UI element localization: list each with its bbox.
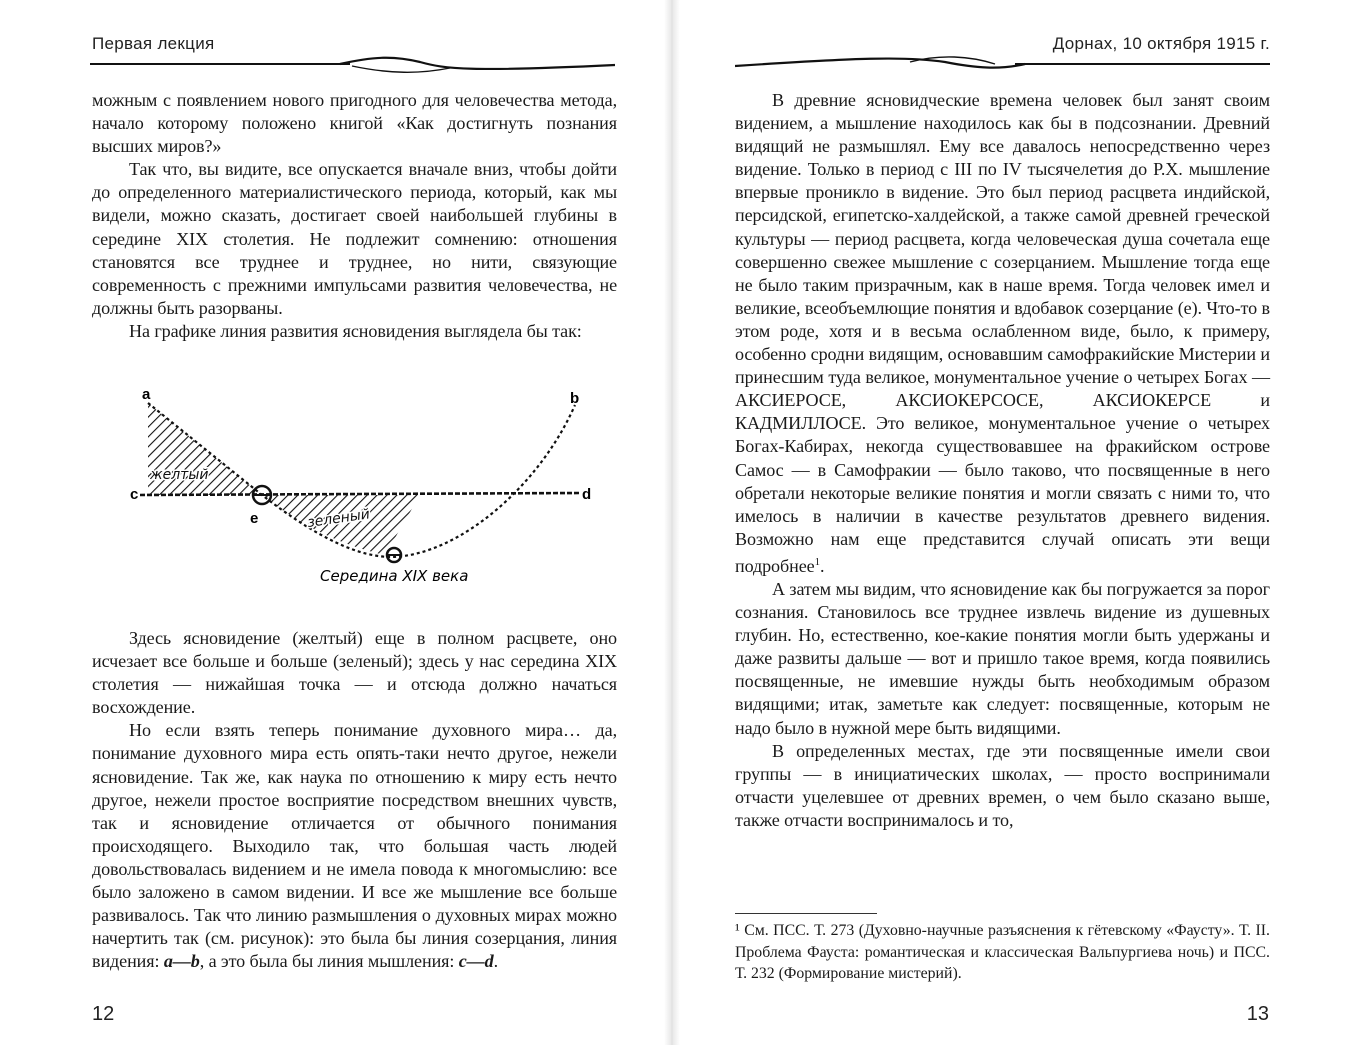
footnote-text: ¹ См. ПСС. Т. 273 (Духовно-научные разъяснения к гётевскому «Фаусту». Т. II. Проблема Фауста: романтическая и классическая Вальпургиева ночь) и ПСС. Т. 232 (Формирование мистерий). [735, 922, 1270, 982]
paragraph-text: Но если взять теперь понимание духовного мира… да, понимание духовного мира есть опять-таки нечто другое, нежели ясновидение. Так же, как наука по отношению к миру есть нечто другое, нежели простое восприятие посредством внешних чувств, так и ясновидение отличается от обычного понимания происходящего. Выходило так, что большая часть людей довольствовалась видением и не имела повода к многомыслию: все было заложено в самом видении. И все же мышление все больше развивалось. Так что линию размышления о духовных мирах можно начертить так (см. рисунок): это была бы линия созерцания, линия видения: [92, 720, 617, 972]
label-yellow: желтый [150, 467, 209, 483]
line-cd-ref: c—d [458, 951, 494, 972]
left-page [0, 0, 668, 1045]
label-green: зеленый [306, 506, 371, 531]
paragraph-text: , а это была бы линия мышления: [199, 951, 455, 972]
label-d: d [582, 486, 592, 503]
paragraph: На графике линия развития ясновидения выглядела бы так: [129, 320, 582, 341]
left-text-bottom [92, 627, 617, 973]
header-ornament-right [735, 52, 1270, 78]
paragraph [735, 89, 1270, 578]
label-c: c [130, 486, 139, 503]
label-e: e [250, 510, 259, 527]
label-b: b [570, 390, 580, 407]
right-text [735, 89, 1270, 832]
paragraph: можным с появлением нового пригодного для человечества метода, начало которому положено книгой «Как достигнуть познания высших миров?» [92, 90, 617, 157]
header-ornament-left [90, 52, 615, 78]
label-a: a [142, 386, 151, 403]
paragraph: В определенных местах, где эти посвященные имели свои группы — в инициатических школах, — просто воспринимали отчасти уцелевшее от древних времен, о чем было сказано выше, также отчасти воспринималось и то, [735, 740, 1270, 830]
running-head-right: Дорнах, 10 октября 1915 г. [1052, 34, 1270, 53]
page-number-left: 12 [92, 1003, 115, 1025]
right-page [680, 0, 1347, 1045]
paragraph: А затем мы видим, что ясновидение как бы погружается за порог сознания. Становилось все труднее извлечь видение из душевных глубин. Но, естественно, кое-какие понятия могли быть удержаны и даже развиты дальше — вот и пришло такое время, когда появились посвященные, не имевшие нужды быть необходимым образом видящими; итак, заметьте как следует: посвященные, которым не надо было в нужной мере быть видящими. [735, 579, 1270, 738]
running-head-left: Первая лекция [92, 34, 215, 53]
paragraph: Так что, вы видите, все опускается вначале вниз, чтобы дойти до определенного материалистического периода, который, как мы видели, можно сказать, достигает своей наибольшей глубины в середине XIX столетия. Не подлежит сомнению: отношения становятся все труднее и труднее, но нити, связующие современность с прежними импульсами развития человечества, не должны быть разорваны. [92, 159, 617, 318]
line-ab-ref: a—b [163, 951, 200, 972]
diagram-caption: Середина XIX века [320, 567, 469, 585]
footnote-rule [735, 913, 877, 914]
paragraph-text: В древние ясновидческие времена человек был занят своим видением, а мышление находилось как бы в подсознании. Древний видящий не размышлял. Ему все давалось непосредственно через видение. Только в период с III по IV тысячелетия до Р.Х. мышление впервые проникло в видение. Это был период расцвета индийской, персидской, египетско-халдейской, а также самой древней греческой культуры — период расцвета, когда человеческая душа сочетала еще совершенно свежее мышление с созерцанием. Мышление тогда еще не было таким призрачным, как в наше время. Тогда человек имел и великие, всеобъемлющие понятия и вдобавок созерцание (е). Что-то в этом роде, хотя и в весьма ослабленном виде, было, к примеру, особенно сродни видящим, основавшим самофракийские Мистерии и принесшим туда великое, монументальное учение о четырех Богах — АКСИЕРОСЕ, АКСИОКЕРСОСЕ, АКСИОКЕРСЕ и КАДМИЛЛОСЕ. Это великое, монументальное учение о четырех Богах-Кабирах, некогда существовавшее на фракийском острове Самос — в Самофракии — было таково, что посвященные в него обретали некоторые великие понятия и могли связать с ними то, что имелось в наличии в качестве результатов древнего видения. Возможно нам еще представится случай описать эти вещи подробнее [735, 90, 1270, 576]
paragraph: Здесь ясновидение (желтый) еще в полном расцвете, оно исчезает все больше и больше (зеленый); здесь у нас середина XIX столетия — нижайшая точка — и отсюда должно начаться восхождение. [92, 628, 617, 718]
paragraph-end: . [819, 555, 825, 576]
book-gutter [664, 0, 680, 1045]
paragraph [92, 719, 617, 973]
clairvoyance-diagram [130, 385, 610, 595]
footnote-mark: 1 [814, 555, 820, 568]
footnote [735, 920, 1270, 985]
page-number-right: 13 [1246, 1003, 1269, 1025]
left-text-top [92, 89, 617, 343]
paragraph-end: . [493, 951, 499, 972]
